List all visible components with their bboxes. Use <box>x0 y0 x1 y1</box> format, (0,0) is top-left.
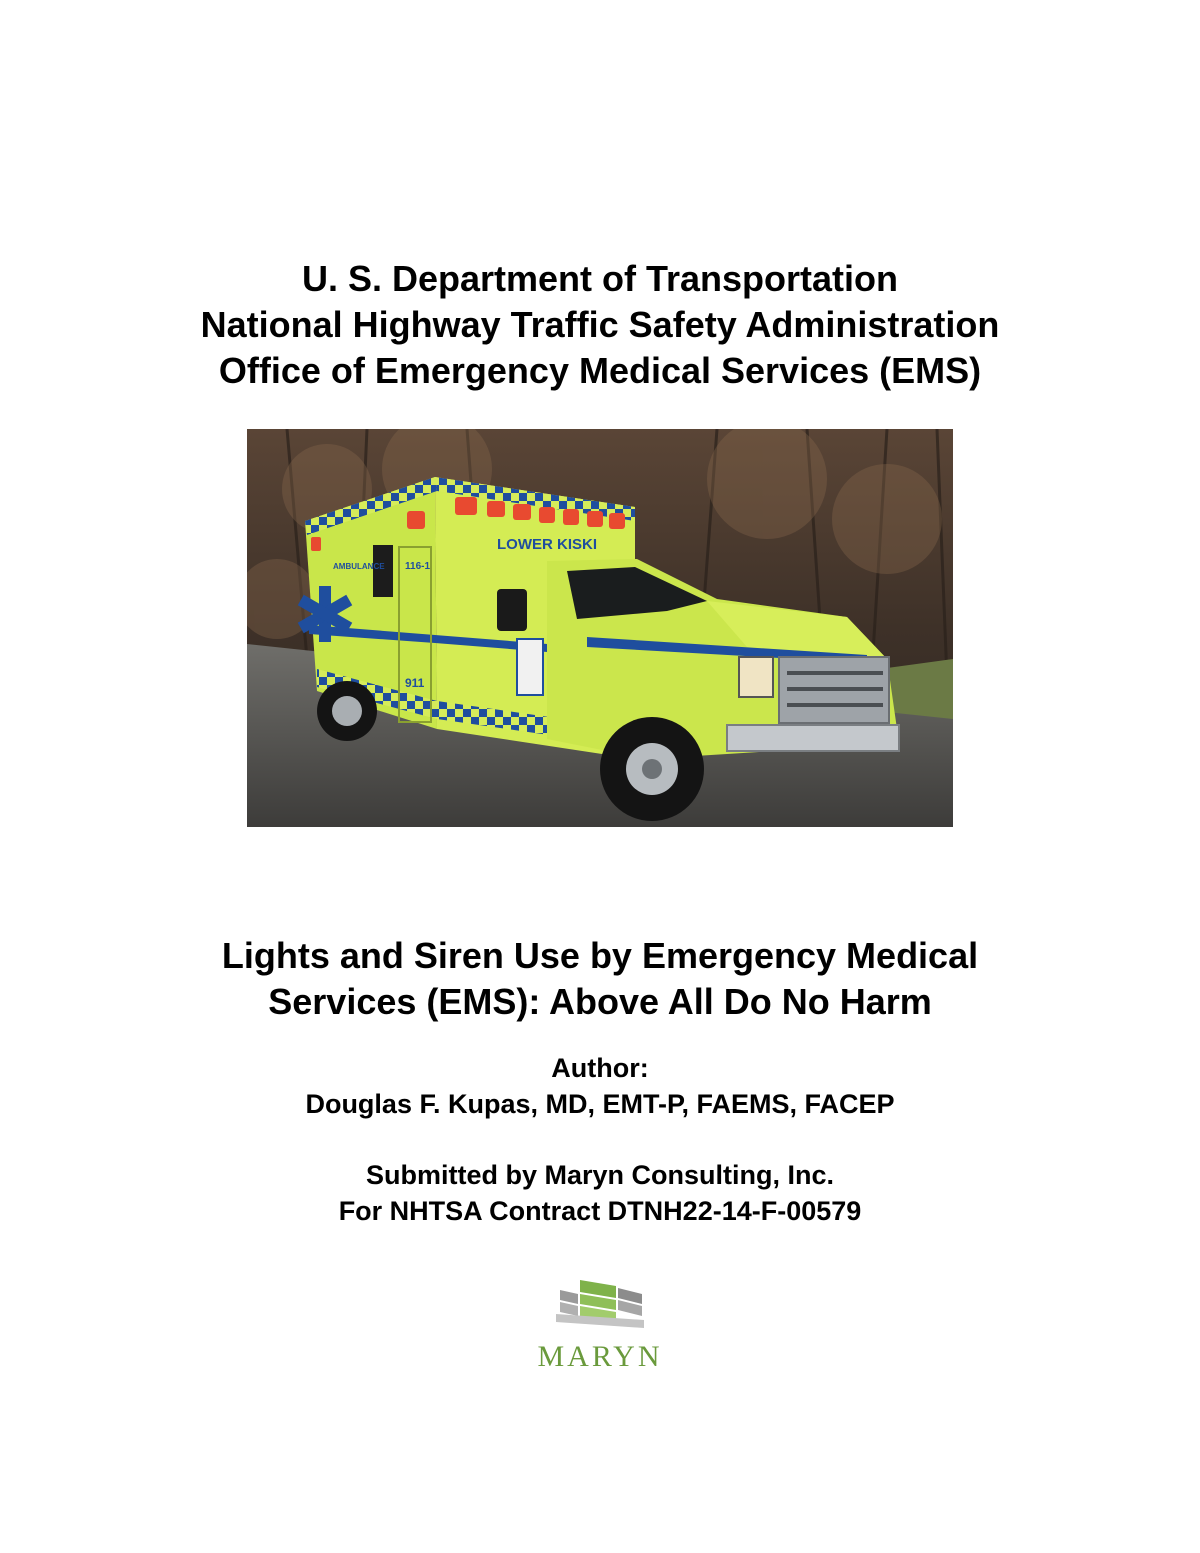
maryn-logo-mark <box>520 1276 680 1376</box>
ambulance-photo <box>247 429 953 827</box>
title-line-1: Lights and Siren Use by Emergency Medical <box>221 935 979 976</box>
report-title <box>0 933 1200 1025</box>
title-line-2: Services (EMS): Above All Do No Harm <box>268 981 932 1022</box>
author-block <box>0 1050 1200 1122</box>
maryn-building-icon <box>556 1280 644 1328</box>
submission-block <box>0 1157 1200 1229</box>
author-label: Author: <box>551 1053 649 1083</box>
agency-header <box>0 256 1200 394</box>
vehicle-number-text: 911 <box>405 676 425 690</box>
agency-line-nhtsa: National Highway Traffic Safety Administration <box>200 304 1000 345</box>
vehicle-side-text: LOWER KISKI <box>497 536 597 553</box>
contract-number: For NHTSA Contract DTNH22-14-F-00579 <box>338 1196 862 1226</box>
agency-line-ems-office: Office of Emergency Medical Services (EMS) <box>218 350 982 391</box>
author-name: Douglas F. Kupas, MD, EMT-P, FAEMS, FACEP <box>305 1089 895 1119</box>
vehicle-rear-text: AMBULANCE <box>333 562 385 571</box>
vehicle-unit-text: 116-1 <box>405 561 431 572</box>
submitted-by: Submitted by Maryn Consulting, Inc. <box>365 1160 835 1190</box>
maryn-logo <box>520 1276 680 1376</box>
ambulance-illustration <box>247 429 953 827</box>
maryn-logo-text: MARYN <box>537 1340 663 1373</box>
agency-line-dot: U. S. Department of Transportation <box>301 258 899 299</box>
